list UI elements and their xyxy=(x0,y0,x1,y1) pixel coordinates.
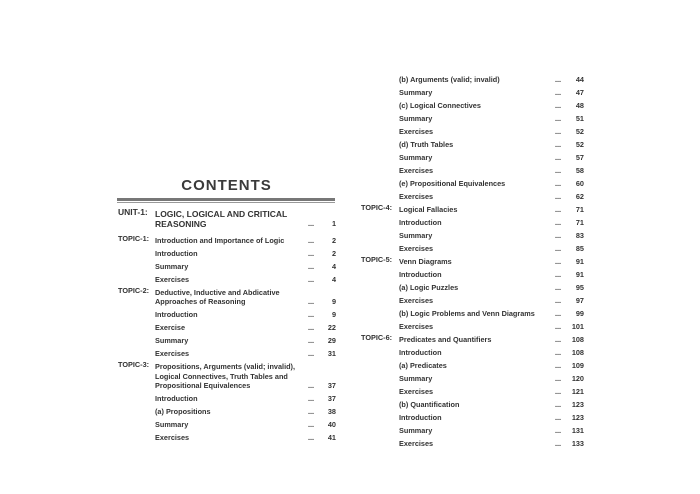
toc-entry xyxy=(361,411,584,424)
toc-entry xyxy=(118,308,336,321)
toc-entry-dots: ... xyxy=(555,439,562,448)
toc-entry-dots: ... xyxy=(308,381,315,390)
toc-entry-page: 123 xyxy=(571,400,584,409)
toc-entry-page: 4 xyxy=(331,274,336,284)
toc-entry-page: 99 xyxy=(575,309,584,318)
toc-entry-title-line: (b) Quantification xyxy=(399,400,460,409)
toc-entry xyxy=(361,437,584,450)
toc-entry-dots: ... xyxy=(308,336,315,345)
toc-entry-page: 71 xyxy=(575,218,584,227)
toc-entry xyxy=(118,247,336,260)
toc-entry-title-line: REASONING xyxy=(155,219,207,229)
toc-entry-title-line: Summary xyxy=(399,374,433,383)
toc-entry-dots: ... xyxy=(308,420,315,429)
toc-entry-page: 47 xyxy=(575,88,584,97)
toc-entry-page: 29 xyxy=(327,336,336,345)
toc-entry-dots: ... xyxy=(555,231,562,240)
toc-entry-dots: ... xyxy=(555,88,562,97)
toc-entry-title-line: Introduction xyxy=(399,270,442,279)
toc-entry xyxy=(361,73,584,86)
toc-entry-dots: ... xyxy=(308,323,315,332)
toc-entry-dots: ... xyxy=(555,387,562,396)
toc-entry xyxy=(361,346,584,359)
toc-entry-page: 48 xyxy=(575,101,584,110)
toc-entry xyxy=(118,347,336,360)
toc-entry-title-line: (d) Truth Tables xyxy=(399,140,454,149)
toc-entry xyxy=(361,190,584,203)
toc-entry-title-line: Exercises xyxy=(399,244,434,253)
toc-entry-page: 2 xyxy=(331,248,336,258)
toc-entry-title-line: Introduction xyxy=(399,348,442,357)
toc-entry-title-line: (a) Logic Puzzles xyxy=(399,283,459,292)
toc-entry xyxy=(118,334,336,347)
toc-entry-title-line: Summary xyxy=(399,114,433,123)
toc-entry-title-line: Summary xyxy=(155,420,189,429)
toc-entry-dots: ... xyxy=(308,248,315,258)
toc-entry-title-line: Deductive, Inductive and Abdicative xyxy=(155,287,280,297)
toc-entry-title-line: (e) Propositional Equivalences xyxy=(399,179,506,188)
toc-entry xyxy=(361,372,584,385)
toc-entry-title-line: Logical Connectives, Truth Tables and xyxy=(155,371,288,381)
title-rule xyxy=(117,198,335,203)
toc-entry-dots: ... xyxy=(308,349,315,358)
toc-entry-dots: ... xyxy=(555,413,562,422)
toc-entry-page: 60 xyxy=(575,179,584,188)
toc-entry-dots: ... xyxy=(555,257,562,266)
toc-entry-dots: ... xyxy=(555,309,562,318)
toc-entry-title-line: Exercises xyxy=(399,192,434,201)
toc-entry-title-line: Introduction xyxy=(399,218,442,227)
toc-entry-title-line: Exercises xyxy=(155,433,190,442)
toc-entry xyxy=(118,431,336,444)
toc-entry-page: 4 xyxy=(331,261,336,271)
toc-entry-dots: ... xyxy=(555,179,562,188)
toc-entry-page: 95 xyxy=(575,283,584,292)
toc-entry-dots: ... xyxy=(555,166,562,175)
toc-entry xyxy=(118,321,336,334)
toc-entry-dots: ... xyxy=(555,335,562,344)
toc-entry-title-line: Exercise xyxy=(155,323,186,332)
toc-entry xyxy=(361,398,584,411)
toc-entry-title-line: Summary xyxy=(155,336,189,345)
toc-entry-label: TOPIC-5: xyxy=(361,255,393,264)
toc-entry xyxy=(361,138,584,151)
toc-entry-dots: ... xyxy=(555,322,562,331)
toc-entry-title-line: (a) Predicates xyxy=(399,361,447,370)
toc-entry-dots: ... xyxy=(555,114,562,123)
toc-entry-dots: ... xyxy=(555,361,562,370)
toc-entry-page: 41 xyxy=(327,433,336,442)
toc-entry-dots: ... xyxy=(555,205,562,214)
toc-entry xyxy=(118,360,336,392)
toc-entry-page: 51 xyxy=(575,114,584,123)
toc-entry xyxy=(118,234,336,247)
toc-entry xyxy=(118,273,336,286)
toc-entry-page: 108 xyxy=(571,335,584,344)
toc-entry-page: 62 xyxy=(575,192,584,201)
toc-entry-title-line: Propositions, Arguments (valid; invalid), xyxy=(155,362,296,371)
toc-entry-title-line: Introduction xyxy=(399,413,442,422)
toc-entry xyxy=(361,99,584,112)
toc-entry-title-line: Venn Diagrams xyxy=(399,257,452,266)
toc-entry-title-line: Summary xyxy=(399,231,433,240)
toc-entry-title-line: (b) Arguments (valid; invalid) xyxy=(399,75,500,84)
toc-entry-page: 52 xyxy=(575,127,584,136)
toc-entry-title-line: Exercises xyxy=(399,127,434,136)
toc-entry-page: 121 xyxy=(571,387,584,396)
toc-entry xyxy=(361,385,584,398)
toc-entry-dots: ... xyxy=(308,261,315,271)
toc-entry-dots: ... xyxy=(555,192,562,201)
toc-entry xyxy=(361,359,584,372)
toc-entry-dots: ... xyxy=(308,310,315,319)
toc-entry-page: 44 xyxy=(575,75,584,84)
toc-entry-dots: ... xyxy=(308,219,315,228)
toc-entry-title-line: Summary xyxy=(399,426,433,435)
toc-entry-label: UNIT-1: xyxy=(118,207,148,217)
toc-entry-title-line: Introduction and Importance of Logic xyxy=(155,235,285,245)
toc-entry-page: 97 xyxy=(575,296,584,305)
toc-entry-label: TOPIC-3: xyxy=(118,360,150,369)
toc-entry-page: 22 xyxy=(327,323,336,332)
toc-entry xyxy=(118,418,336,431)
toc-entry-page: 123 xyxy=(571,413,584,422)
toc-entry-title-line: Summary xyxy=(399,153,433,162)
toc-entry-title-line: Exercises xyxy=(399,439,434,448)
toc-entry-title-line: Introduction xyxy=(155,248,198,258)
toc-entry xyxy=(361,177,584,190)
toc-entry-dots: ... xyxy=(555,296,562,305)
toc-entry-dots: ... xyxy=(555,270,562,279)
toc-entry xyxy=(361,294,584,307)
toc-entry-title-line: Introduction xyxy=(155,394,198,403)
toc-entry xyxy=(118,392,336,405)
toc-entry-dots: ... xyxy=(555,400,562,409)
toc-entry-dots: ... xyxy=(555,153,562,162)
toc-entry-title-line: (a) Propositions xyxy=(155,407,211,416)
toc-entry-title-line: Exercises xyxy=(399,296,434,305)
toc-entry xyxy=(361,281,584,294)
toc-entry-dots: ... xyxy=(308,407,315,416)
toc-entry-dots: ... xyxy=(555,75,562,84)
toc-entry-title-line: LOGIC, LOGICAL AND CRITICAL xyxy=(155,209,288,219)
toc-entry-label: TOPIC-6: xyxy=(361,333,393,342)
toc-entry xyxy=(361,307,584,320)
toc-entry-page: 52 xyxy=(575,140,584,149)
toc-entry-dots: ... xyxy=(555,348,562,357)
toc-entry-title-line: (b) Logic Problems and Venn Diagrams xyxy=(399,309,535,318)
toc-entry-dots: ... xyxy=(308,235,315,245)
toc-entry-page: 91 xyxy=(575,270,584,279)
toc-entry-page: 1 xyxy=(331,219,336,228)
toc-entry-dots: ... xyxy=(555,140,562,149)
toc-entry-page: 131 xyxy=(571,426,584,435)
toc-entry xyxy=(361,255,584,268)
toc-entry-title-line: Summary xyxy=(155,261,189,271)
toc-entry xyxy=(361,424,584,437)
toc-entry-dots: ... xyxy=(555,426,562,435)
toc-entry xyxy=(361,268,584,281)
page-title: CONTENTS xyxy=(181,177,272,194)
toc-entry-dots: ... xyxy=(555,244,562,253)
toc-entry-dots: ... xyxy=(308,433,315,442)
toc-entry-title-line: Exercises xyxy=(399,166,434,175)
toc-entry-title-line: Summary xyxy=(399,88,433,97)
toc-entry xyxy=(361,203,584,216)
toc-entry xyxy=(361,164,584,177)
toc-entry-page: 9 xyxy=(331,297,336,306)
toc-entry xyxy=(118,207,336,231)
toc-entry-page: 58 xyxy=(575,166,584,175)
toc-entry-label: TOPIC-2: xyxy=(118,285,150,295)
toc-entry-title-line: Introduction xyxy=(155,310,198,319)
toc-entry-title-line: Approaches of Reasoning xyxy=(155,297,246,306)
toc-entry-page: 85 xyxy=(575,244,584,253)
toc-entry-title-line: Exercises xyxy=(155,274,190,284)
toc-entry xyxy=(361,320,584,333)
toc-entry-page: 57 xyxy=(575,153,584,162)
toc-entry xyxy=(118,405,336,418)
toc-entry-dots: ... xyxy=(308,274,315,284)
toc-entry-dots: ... xyxy=(555,283,562,292)
toc-entry xyxy=(361,333,584,346)
toc-entry-label: TOPIC-4: xyxy=(361,203,393,212)
toc-entry-title-line: Propositional Equivalences xyxy=(155,381,251,390)
toc-entry-title-line: (c) Logical Connectives xyxy=(399,101,481,110)
toc-entry-dots: ... xyxy=(555,218,562,227)
toc-entry-dots: ... xyxy=(555,374,562,383)
toc-entry-dots: ... xyxy=(308,394,315,403)
toc-entry-page: 38 xyxy=(327,407,336,416)
toc-entry-page: 2 xyxy=(331,235,336,245)
toc-entry-page: 120 xyxy=(571,374,584,383)
toc-entry xyxy=(118,260,336,273)
toc-entry-page: 133 xyxy=(571,439,584,448)
toc-entry-page: 9 xyxy=(331,310,336,319)
toc-entry xyxy=(361,125,584,138)
toc-entry xyxy=(361,86,584,99)
toc-entry-dots: ... xyxy=(308,297,315,306)
toc-entry-page: 71 xyxy=(575,205,584,214)
toc-entry-title-line: Predicates and Quantifiers xyxy=(399,335,492,344)
toc-entry xyxy=(361,242,584,255)
toc-entry xyxy=(361,216,584,229)
toc-entry-page: 40 xyxy=(327,420,336,429)
toc-entry-title-line: Exercises xyxy=(399,387,434,396)
toc-right-column xyxy=(361,73,584,450)
toc-entry-page: 91 xyxy=(575,257,584,266)
toc-entry-page: 108 xyxy=(571,348,584,357)
toc-entry-page: 101 xyxy=(571,322,584,331)
toc-entry-title-line: Exercises xyxy=(155,349,190,358)
toc-entry-page: 37 xyxy=(327,381,336,390)
toc-entry-page: 109 xyxy=(571,361,584,370)
toc-entry xyxy=(361,151,584,164)
toc-entry-title-line: Logical Fallacies xyxy=(399,205,458,214)
toc-entry-dots: ... xyxy=(555,127,562,136)
toc-entry-page: 83 xyxy=(575,231,584,240)
toc-entry-page: 31 xyxy=(327,349,336,358)
toc-entry xyxy=(118,286,336,309)
toc-entry-page: 37 xyxy=(327,394,336,403)
toc-entry xyxy=(361,112,584,125)
toc-entry-title-line: Exercises xyxy=(399,322,434,331)
toc-entry-label: TOPIC-1: xyxy=(118,233,150,243)
toc-entry-dots: ... xyxy=(555,101,562,110)
toc-left-column xyxy=(118,207,336,444)
toc-entry xyxy=(361,229,584,242)
